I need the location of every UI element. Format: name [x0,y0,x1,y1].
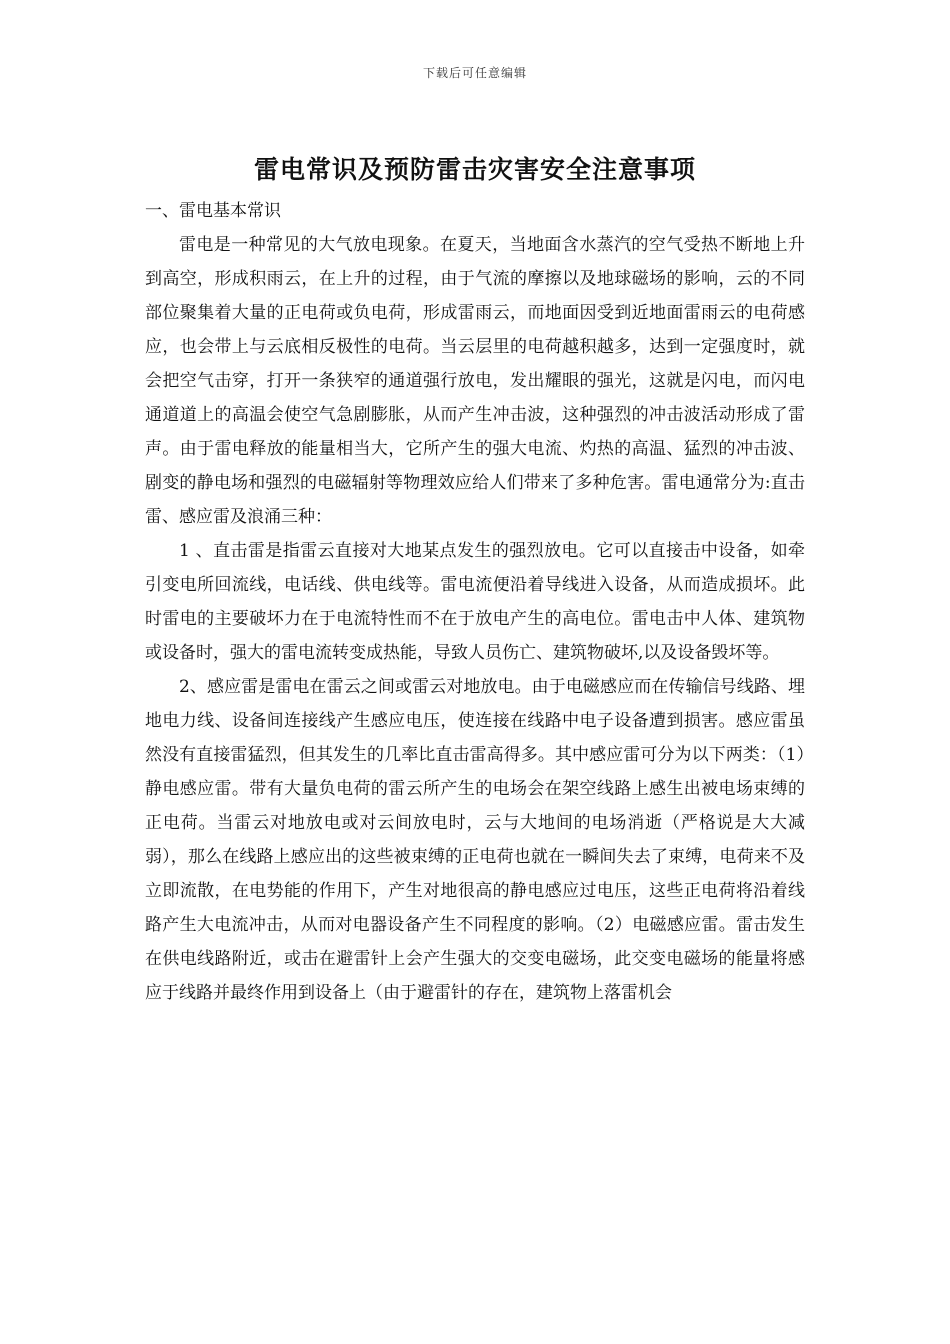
paragraph-induced-lightning: 2、感应雷是雷电在雷云之间或雷云对地放电。由于电磁感应而在传输信号线路、埋地电力线、设备间连接线产生感应电压，使连接在线路中电子设备遭到损害。感应雷虽然没有直接雷猛烈，但其发生的几率比直击雷高得多。其中感应雷可分为以下两类：（1）静电感应雷。带有大量负电荷的雷云所产生的电场会在架空线路上感生出被电场束缚的正电荷。当雷云对地放电或对云间放电时，云与大地间的电场消逝（严格说是大大减弱），那么在线路上感应出的这些被束缚的正电荷也就在一瞬间失去了束缚，电荷来不及立即流散，在电势能的作用下，产生对地很高的静电感应过电压，这些正电荷将沿着线路产生大电流冲击，从而对电器设备产生不同程度的影响。（2）电磁感应雷。雷击发生在供电线路附近，或击在避雷针上会产生强大的交变电磁场，此交变电磁场的能量将感应于线路并最终作用到设备上（由于避雷针的存在，建筑物上落雷机会 [145,677,805,1003]
paragraph-direct-lightning: 1 、直击雷是指雷云直接对大地某点发生的强烈放电。它可以直接击中设备，如牵引变电所回流线，电话线、供电线等。雷电流便沿着导线进入设备，从而造成损坏。此时雷电的主要破坏力在于电流特性而不在于放电产生的高电位。雷电击中人体、建筑物或设备时，强大的雷电流转变成热能，导致人员伤亡、建筑物破坏,以及设备毁坏等。 [145,541,805,663]
section-heading: 一、雷电基本常识 [145,201,281,221]
paragraph-intro: 雷电是一种常见的大气放电现象。在夏天，当地面含水蒸汽的空气受热不断地上升到高空，形成积雨云，在上升的过程，由于气流的摩擦以及地球磁场的影响，云的不同部位聚集着大量的正电荷或负电荷，形成雷雨云，而地面因受到近地面雷雨云的电荷感应，也会带上与云底相反极性的电荷。当云层里的电荷越积越多，达到一定强度时，就会把空气击穿，打开一条狭窄的通道强行放电，发出耀眼的强光，这就是闪电，而闪电通道道上的高温会使空气急剧膨胀，从而产生冲击波，这种强烈的冲击波活动形成了雷声。由于雷电释放的能量相当大，它所产生的强大电流、灼热的高温、猛烈的冲击波、剧变的静电场和强烈的电磁辐射等物理效应给人们带来了多种危害。雷电通常分为:直击雷、感应雷及浪涌三种： [145,235,805,527]
document-body [145,228,805,1010]
header-note: 下载后可任意编辑 [422,66,527,80]
document-title: 雷电常识及预防雷击灾害安全注意事项 [253,155,696,184]
